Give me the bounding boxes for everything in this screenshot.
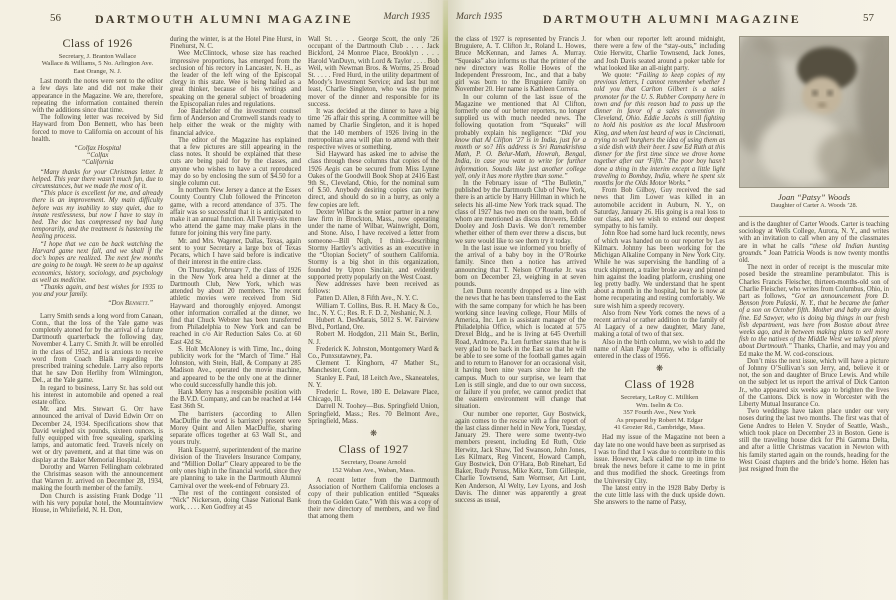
paragraph: Hubert A. DesMarais, 5012 S. W. Fairview Blvd., Portland, Ore. [308,316,439,332]
paragraph: Frederick K. Johnston, Montgomery Ward & Co., Punxsutawney, Pa. [308,345,439,360]
paragraph: In the February issue of “The Bulletin,” published by the Dartmouth Club of New York, there is an article by Harry Hillman in which he selects his all-time New York track squad. The class of 1927 has two men on the team, both of whom are mentioned as discus throwers, Eddie Dooley and Josh Davis. We don’t remember whether either of them ever threw a discus, but we sure would like to see them try it today. [455,180,586,245]
paragraph: In the last issue we informed you briefly of the arrival of a baby boy in the O’Rourke family. Since then a notice has arrived announcing that T. Nelson O’Rourke Jr. was born on December 23, weighing in at seven pounds. [455,244,586,288]
section-ornament: ❋ [369,428,378,439]
page-header-right [448,12,896,30]
text-line: “Colfax [86,152,109,160]
paragraph: It was decided at the dinner to have a big time ’26 affair this spring. A committee will be named by Charlie Singleton, and it is hoped that the 140 members of 1926 living in the metropolitan area will plan to attend with their respective wives or something. [308,108,439,152]
paragraph: The editor of the Magazine has explained that a few pictures are still appearing in the class notes. It should be explained that these cuts are being paid for by the classes, and anyone who wishes to have a cut reproduced may do so by enclosing the sum of $4.50 for a single column cut. [170,136,301,188]
magazine-title: DARTMOUTH ALUMNI MAGAZINE [95,12,353,26]
photo-caption-name: Joan “Patsy” Woods [777,192,851,202]
paragraph: New addresses have been received as follows: [308,280,439,296]
letter-paragraph: “This place is excellent for me, and already there is an improvement. My main difficulty before was my inability to stay quiet, due to innate restlessness, but now I have to stay in bed. The doc has compressed my bad lung temporarily, and the treatment is hastening the healing process. [32,190,163,241]
paragraph: Wee McClintock, whose size has reached impressive proportions, has emerged from the seclusion of his rectory in Lancaster, N. H., as the leader of the left wing of the Episcopal clergy in this state. Wee is being hailed as a great thinker, because of his writings and speaking on the general subject of broadening the Episcopalian rules and regulations. [170,50,301,108]
paragraph: Don’t miss the next issue, which will have a picture of Johnny O’Sullivan’s son Jerry, and, believe it or not, the son and daughter of Bruce Lewis. And while on the subject let us report the arrival of Dick Canton Jr., who appeared six weeks ago to brighten the lives of the Cantons. Dick is now in Worcester with the Liberty Mutual Insurance Co. [739,357,889,409]
paragraph: S. Holt McAloney is with Time, Inc., doing publicity work for the “March of Time.” Hal Johnston, with Stein, Hall, & Company at 285 Madison Ave., operated the movie machine, and appeared to be the only one at the dinner who could successfully handle this job. [170,345,301,389]
paragraph: Hank Merry has a responsible position with the B.V.D. Company, and can be reached at 144 East 36th St. [170,388,301,411]
text-run: “Failing to keep copies of my previous letters, I cannot remember whether I told you that Carlton Gilbert is a sales promoter for the U. S. Rubber Company here in town and for this reason had to pass up the dinner in favor of a sales convention in Cleveland, Ohio. Eddie Jacobs is still fighting to hold his position as the local Mushroom King, and when last heard of was in Cincinnati, trying to sell burghers the idea of using them as a side dish with their beer. I saw Ed Ruth at this dinner for the first time since we drove home together after our ‘Fifth.’ The poor boy hasn’t done a thing in the interim except a little light traveling to Bombay, India, where he spent six months for the Olds Motor Works.” [594,72,725,188]
text-line: Wm. Iselin & Co. [635,401,684,409]
paragraph: Hank Esquerré, superintendent of the marine division of the Travelers Insurance Company, and “Million Dollar” Cleary appeared to be the only ones high in the financial world, since they are planning to take in the Dartmouth Alumni Carnival over the week-end of February 23. [170,446,301,490]
paragraph-continuation: Wall St. . . . . George Scott, the only ’26 occupant of the Dartmouth Club . . . . Jack Bickford, 24 Monroe Place, Brooklyn . . . . Harold VanDuyn, with Lord & Taylor . . . . Bob Weil, with Newman Bros. & Worms, 25 Broad St. . . . . Fred Hurd, in the utility department of Moody’s Investment Service; and last but not least, Charlie Singleton, who was the prime mover of the dinner and responsible for its success. [308,36,439,108]
text-run: Thanks, Charlie, and may you and Ed make the M. W. cod-conscious. [739,343,889,358]
class-heading: Class of 1927 [338,442,409,457]
page-header-left [0,12,448,30]
paragraph: Len Dunn recently dropped us a line with the news that he has been transferred to the East with the same company for which he has been working since leaving college, Flour Mills of America, Inc. Len is assistant manager of the Philadelphia Office, which is located at 575 Drexel Bldg., and he is living at 645 Overhill Road, Ardmore, Pa. Len further states that he is very glad to be back in the East so that he will be able to see some of the football games again and to return to Hanover for an occasional visit, it having been nine years since he left the campus. Much to our surprise, we learn that Len is still single, and due to our own success, or failure if you prefer, we cannot predict that the eastern environment will change that situation. [455,288,586,411]
paragraph: From Bob Gilboy, Guy received the sad news that Jim Lower was killed in an automobile accident in Auburn, N. Y., on Saturday, January 26. His going is a real loss to our class, and we wish to extend our deepest sympathy to his family. [594,187,725,231]
issue-date: March 1935 [456,12,503,22]
page-number: 57 [863,12,874,24]
secretary-block [32,53,163,75]
paragraph: Frederic L. Rowe, 180 E. Delaware Place, Chicago, Ill. [308,388,439,404]
text-line: Secretary, LeRoy C. Milliken [620,394,699,402]
paragraph: On Thursday, February 7, the class of 1926 in the New York area held a dinner at the Dartmouth Club, New York, which was attended by about 20 members. The recent athletic movies were received from Sid Hayward and thoroughly enjoyed. Amongst other information corralled at the dinner, we find that Chuck Webster has been transferred from Philadelphia to New York and can be reached in c/o Air Reduction Sales Co. at 60 East 42d St. [170,266,301,346]
text-line: 41 Grozier Rd., Cambridge, Mass. [614,423,705,431]
class-heading: Class of 1928 [624,377,695,392]
text-line: 357 Fourth Ave., New York [623,409,696,417]
text-run: “these old Indian hunting grounds.” [739,242,889,257]
paragraph: Don Church is assisting Frank Dodge ’11 with his very popular hotel, the Mountainview House, in Whitefield, N. H. Don, [32,492,163,514]
paragraph: In northern New Jersey a dance at the Essex County Country Club followed the Princeton game, with a record attendance of 375. The affair was so successful that it is anticipated to make it an annual function. All Twenty-six men who attend the game may make plans in the future for joining this very fine party. [170,187,301,238]
paragraph: Dexter Wilbar is the senior partner in a new law firm in Brockton, Mass., now operating under the name of Wilbar, Wainwright, Dorn, and Stone. Also, I have received a letter from someone—Bill Nigh, I think—describing Stormy Hartley’s activities as an executive in the “Utopian Society” of southern California. Stormy is a big shot in this organization, founded by Upton Sinclair, and evidently supported pretty popularly on the West Coast. [308,208,439,281]
paragraph: A recent letter from the Dartmouth Association of Northern California encloses a copy of their publication entitled “Squeaks from the Golden Gate.” With this was a copy of their new directory of members, and we find that among them [308,476,439,520]
text-column [32,36,163,596]
paragraph: Larry Smith sends a long word from Canaan, Conn., that the loss of the Yale game was completely atoned for by the arrival of a future Dartmouth quarterback the following day, November 4. Larry C. Smith Jr. will be enrolled in the class of 1952, and is anxious to receive word from Coach Blaik regarding the prescribed training schedule. Larry also reports that he saw Don Herlihy from Wilmington, Del., at the Yale game. [32,312,163,385]
issue-date: March 1935 [383,12,430,22]
text-line: Wallace & Williams, 5 No. Arlington Ave. [41,60,154,68]
paragraph: Stanley E. Paul, 18 Leitch Ave., Skaneateles, N. Y. [308,374,439,389]
text-column [594,36,725,596]
text-line: Secretary, J. Branton Wallace [58,53,137,60]
paragraph: Two weddings have taken place under our very noses during the last two months. The first was that of Gene Andres to Helen V. Snyder of Seattle, Wash., which took place on December 23 in Boston. Gene is still the traveling house dick for Phi Gamma Delta, and after a little Christmas vacation in Newton with his family started again on the rounds, heading for the West Coast chapters and the bride’s home. Helen has just resigned from the [739,408,889,473]
text-line: East Orange, N. J. [73,67,122,75]
text-run: In our column of the last issue of the Magazine we mentioned that Al Clifton, formerly one of our better reporters, no longer supplied us with much needed news. The following quotation from “Squeaks” will probably explain his negligence: [455,93,586,137]
text-run: The next in order of receipt is the muscular mite posed beside the streamline perambulator. This is Charles Francis Fleischer, thirteen-months-old son of Charlie Fleischer, who writes from Columbus, Ohio, in part as follows, [739,264,889,301]
paragraph: Patten D. Allen, 8 Fifth Ave., N. Y. C. [316,295,419,303]
paragraph: Clement T. Kinghorn, 47 Mather St., Manchester, Conn. [308,360,439,375]
paragraph: Last month the notes were sent to the editor a few days late and did not make their appearance in the Magazine. We are, therefore, repeating the information contained therein with the additions since that time. [32,78,163,115]
paragraph: Also in the birth column, we wish to add the name of Alan Page Murray, who is officially entered in the class of 1956. [594,338,725,360]
text-run: “Got an announcement from D. Benson from Pulaski, N. Y., that he became the father of a son on October fifth. Mother and baby are doing fine. Ed Sawyer, who is doing big things in our fresh fish department, was here from Boston about three weeks ago, and in between making plans to sell more fish to the natives of the Middle West we talked plenty about Dartmouth.” [739,293,889,351]
letter-paragraph: “Many thanks for your Christmas letter. It helped. This year there wasn’t much fun, due to circumstances, but we made the most of it. [32,168,163,191]
page-right [448,0,896,600]
secretary-block [308,459,439,474]
magazine-title: DARTMOUTH ALUMNI MAGAZINE [543,12,801,26]
text-run: and is the daughter of Carter Woods. Carter is teaching sociology at Wells College, Aurora, N. Y., and writes with an invitation to call when any of the classmates are in what he calls [739,221,889,250]
letterhead [32,145,163,167]
text-run: “Did you know that Al Clifton ’27 is in India, just for a month or so? His address is Sri Ramakrishna Math, P. O. Belur-Math, Howrah, Bengal, India, in case you want to write for further information. Sounds like just another college yell, only it has more rhythm than some.” [455,129,586,180]
text-line: As prepared by Robert M. Edgar [616,416,703,424]
text-column [739,36,889,596]
baby-photo-figure [739,36,889,217]
baby-photo-image [739,36,889,188]
text-run: We quote: [602,72,636,80]
paragraph: William T. Collins, Bus. R. H. Macy & Co., Inc., N. Y. C.; Res. R. F. D. 2, Neshanic, N. J. [308,302,439,317]
text-line: “Colfax Hospital [73,145,122,153]
text-line: “California [81,159,114,167]
paragraph-continuation: during the winter, is at the Hotel Pine Hurst, in Pinehurst, N. C. [170,36,301,51]
paragraph-continuation [739,221,889,264]
text-run: Sid Hayward has asked me to advise the class through these columns that copies of the 1926 [308,151,439,173]
paragraph: Our number one reporter, Guy Bostwick, again comes to the rescue with a fine report of the last class dinner held in New York, Tuesday, January 29. There were some twenty-two members present, including Ed Ruth, Ozie Herwitz, Jack Shaw, Ted Swanson, John Jones, Les Kilmarx, Reg Vincent, Howard Camph, Guy Bostwick, Don O’Hara, Bob Rinehart, Ed Baker, Rudy Peruss, Mike Ketz, Tom Gillespie, Charlie Townsend, Sam Wormser, Art Lunt, Ken Anderson, Al Welty, Lev Lyons, and Josh Davis. The dinner was apparently a great success as usual, [455,410,586,504]
secretary-block [594,394,725,431]
paragraph: Had my issue of the Magazine not been a day late no one would have been as surprised as I was to find that I was due to contribute to this issue. However, Jack called me up in time to break the news before it came to me in print and thus modified the shock. Greetings from the University City. [594,434,725,485]
page-number: 56 [50,12,61,24]
paragraph [455,94,586,180]
text-run: Aegis [324,165,340,173]
text-column [455,36,586,596]
paragraph: John Roe had some hard luck recently, news of which was handed on to our reporter by Les Kilmarx. Johnny has been working for the Michigan Alkaline Company in New York City. While he was supervising the handling of a truck shipment, a trailer broke away and pinned him against the loading platform, crushing one leg pretty badly. We understand that he spent about a month in the hospital, but he is now at home recuperating and resting comfortably. We sure wish him a speedy recovery. [594,230,725,310]
photo-caption-subtitle: Daughter of Carter A. Woods ’28. [770,202,858,209]
paragraph: Joe Batchelder of the investment counsel firm of Anderson and Cromwell stands ready to help either the weak or the mighty with financial advice. [170,108,301,137]
caption-divider-rule [739,216,889,217]
paragraph: The barristers (according to Allen MacDuffie the word is barrister) present were Morey Quint and Allen MacDuffie, sharing separate offices together at 63 Wall St., and yours truly. [170,410,301,447]
paragraph: The latest entry in the 1928 Baby Derby is the cute little lass with the duck upside down. She answers to the name of Patsy, [594,484,725,507]
class-heading: Class of 1926 [62,36,133,50]
paragraph: Mr. and Mrs. Wagener, Dallas, Texas, again sent to your Secretary a large box of Texas Pecans, which I have said before is indicative of their interest in the entire class. [170,237,301,267]
letter-paragraph: “I hope that we can be back watching the Harvard game next fall, and we shall if the doc’s hopes are realized. The next few months are going to be tough. We seem to be up against economics, history, sociology, and psychology as well as medicine. [32,240,163,284]
paragraph-continuation: for when our reporter left around midnight, there were a few of the “stay-outs,” including Ozie Herwitz, Charlie Townsend, Jack Jones, and Josh Davis seated around a poker table for what looked like an all-night party. [594,36,725,72]
text-line: 152 Waban Ave., Waban, Mass. [331,466,416,474]
letter-paragraph: “Thanks again, and best wishes for 1935 to you and your family. [32,283,163,299]
paragraph: Darrell N. Toohey—Bus. Springfield Union, Springfield, Mass.; Res. 70 Belmont Ave., Springfield, Mass. [308,403,439,425]
paragraph [308,151,439,209]
text-run: Joan Patricia Woods is now twenty months old. [739,249,889,265]
paragraph [739,264,889,358]
text-run: can be secured from Miss Lynne Oakes of the Goodwill Book Shop at 2416 East 9th St., Cleveland, Ohio, for the nominal sum of $.50. Anybody desiring copies can write direct, and should do so in a hurry, as only a few copies are left. [308,165,439,209]
paragraph: In regard to business, Larry Sr. has sold out his interest in automobile and opened a real estate office. [32,384,163,406]
paragraph: Dorothy and Warren Fellingham celebrated the Christmas season with the announcement that Warren Jr. arrived on December 28, 1934, making the fourth member of the family. [32,463,163,493]
paragraph-continuation: the class of 1927 is represented by Francis J. Bruguiere, A. T. Clifton Jr., Roland L. Howes, Bruce McKennan, and James A. Murray. “Squeaks” also informs us that the printer of the new directory was Rollie Howes of the Independent Pressroom, Inc., and that a baby girl was born to the Bruguiere family on November 20. Her name is Kathleen Correra. [455,36,586,94]
paragraph: Mr. and Mrs. Stewart G. Orr have announced the arrival of David Edwin Orr on December 24, 1934. Specifications show that David weighed six pounds, sixteen ounces, is fully equipped with free squealing, sparkling lamps, and automatic feed. Travels nicely on wet or dry pavement, and at that time was on display at the Baker Memorial Hospital. [32,406,163,464]
paragraph: Also from New York comes the news of a recent arrival or rather addition to the family of Al Lagacy of a new daughter, Mary Jane, making a total of two of that sex. [594,309,725,339]
paragraph: The following letter was received by Sid Hayward from Don Bennett, who has been forced to move to California on account of his health. [32,114,163,143]
paragraph: Robert M. Hodgdon, 211 Main St., Berlin, N. J. [308,331,439,346]
letter-signature: “Don Bennett.” [107,300,153,308]
section-ornament: ❋ [655,364,664,375]
text-column [308,36,439,596]
paragraph: The rest of the contingent consisted of “Nick” Nickerson, doing Chase National Bank work, . . . . Ken Godfrey at 45 [170,489,301,512]
paragraph [594,72,725,187]
text-column [170,36,301,596]
text-line: Secretary, Doane Arnold [341,459,406,467]
